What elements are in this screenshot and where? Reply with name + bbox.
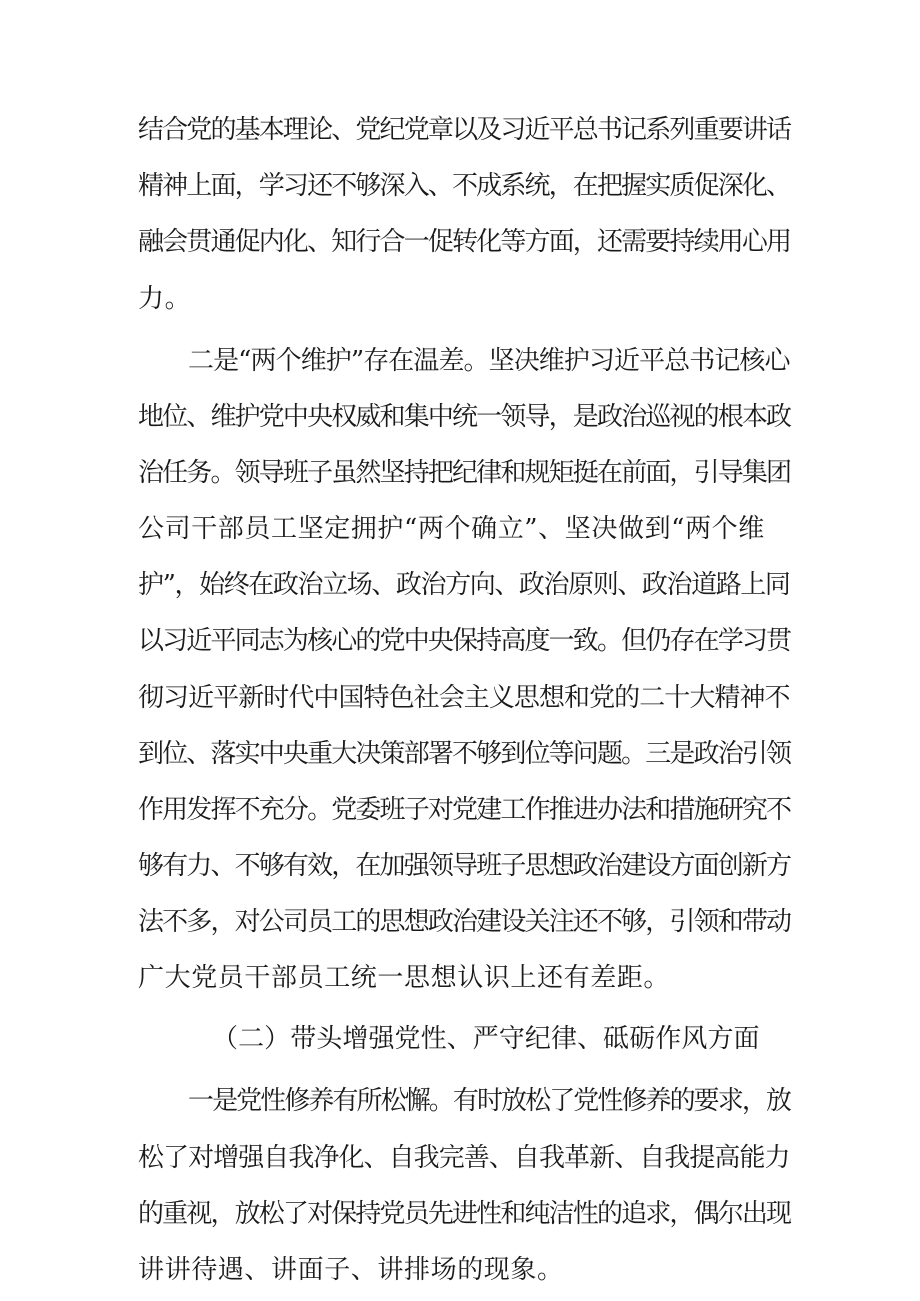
text-line: 法不多，对公司员工的思想政治建设关注还不够，引领和带动 <box>138 907 791 937</box>
text-line: 广大党员干部员工统一思想认识上还有差距。 <box>138 963 671 993</box>
text-line: 讲讲待遇、讲面子、讲排场的现象。 <box>138 1255 564 1285</box>
text-line: 护”，始终在政治立场、政治方向、政治原则、政治道路上同 <box>138 570 790 600</box>
text-line: 治任务。领导班子虽然坚持把纪律和规矩挺在前面，引导集团 <box>138 458 791 488</box>
text-line: 一是党性修养有所松懈。有时放松了党性修养的要求，放 <box>188 1086 791 1116</box>
text-line: 松了对增强自我净化、自我完善、自我革新、自我提高能力 <box>138 1143 790 1173</box>
text-line: 公司干部员工坚定拥护“两个确立”、坚决做到“两个维 <box>138 514 765 544</box>
text-line: 二是“两个维护”存在温差。坚决维护习近平总书记核心 <box>188 346 790 376</box>
text-line: 作用发挥不充分。党委班子对党建工作推进办法和措施研究不 <box>138 795 791 825</box>
text-line: 以习近平同志为核心的党中央保持高度一致。但仍存在学习贯 <box>138 626 791 656</box>
text-line: 力。 <box>138 284 192 314</box>
text-line: 精神上面，学习还不够深入、不成系统，在把握实质促深化、 <box>138 171 791 201</box>
text-line: 彻习近平新时代中国特色社会主义思想和党的二十大精神不 <box>138 683 790 713</box>
text-line: 够有力、不够有效，在加强领导班子思想政治建设方面创新方 <box>138 851 791 881</box>
text-line: 地位、维护党中央权威和集中统一领导，是政治巡视的根本政 <box>138 402 791 432</box>
text-line: 到位、落实中央重大决策部署不够到位等问题。三是政治引领 <box>138 739 791 769</box>
text-line: 的重视，放松了对保持党员先进性和纯洁性的追求，偶尔出现 <box>138 1199 791 1229</box>
text-line: 融会贯通促内化、知行合一促转化等方面，还需要持续用心用 <box>138 227 791 257</box>
section-heading-text: （二）带头增强党性、严守纪律、砥砺作风方面 <box>212 1024 760 1054</box>
text-line: 结合党的基本理论、党纪党章以及习近平总书记系列重要讲话 <box>138 115 791 145</box>
